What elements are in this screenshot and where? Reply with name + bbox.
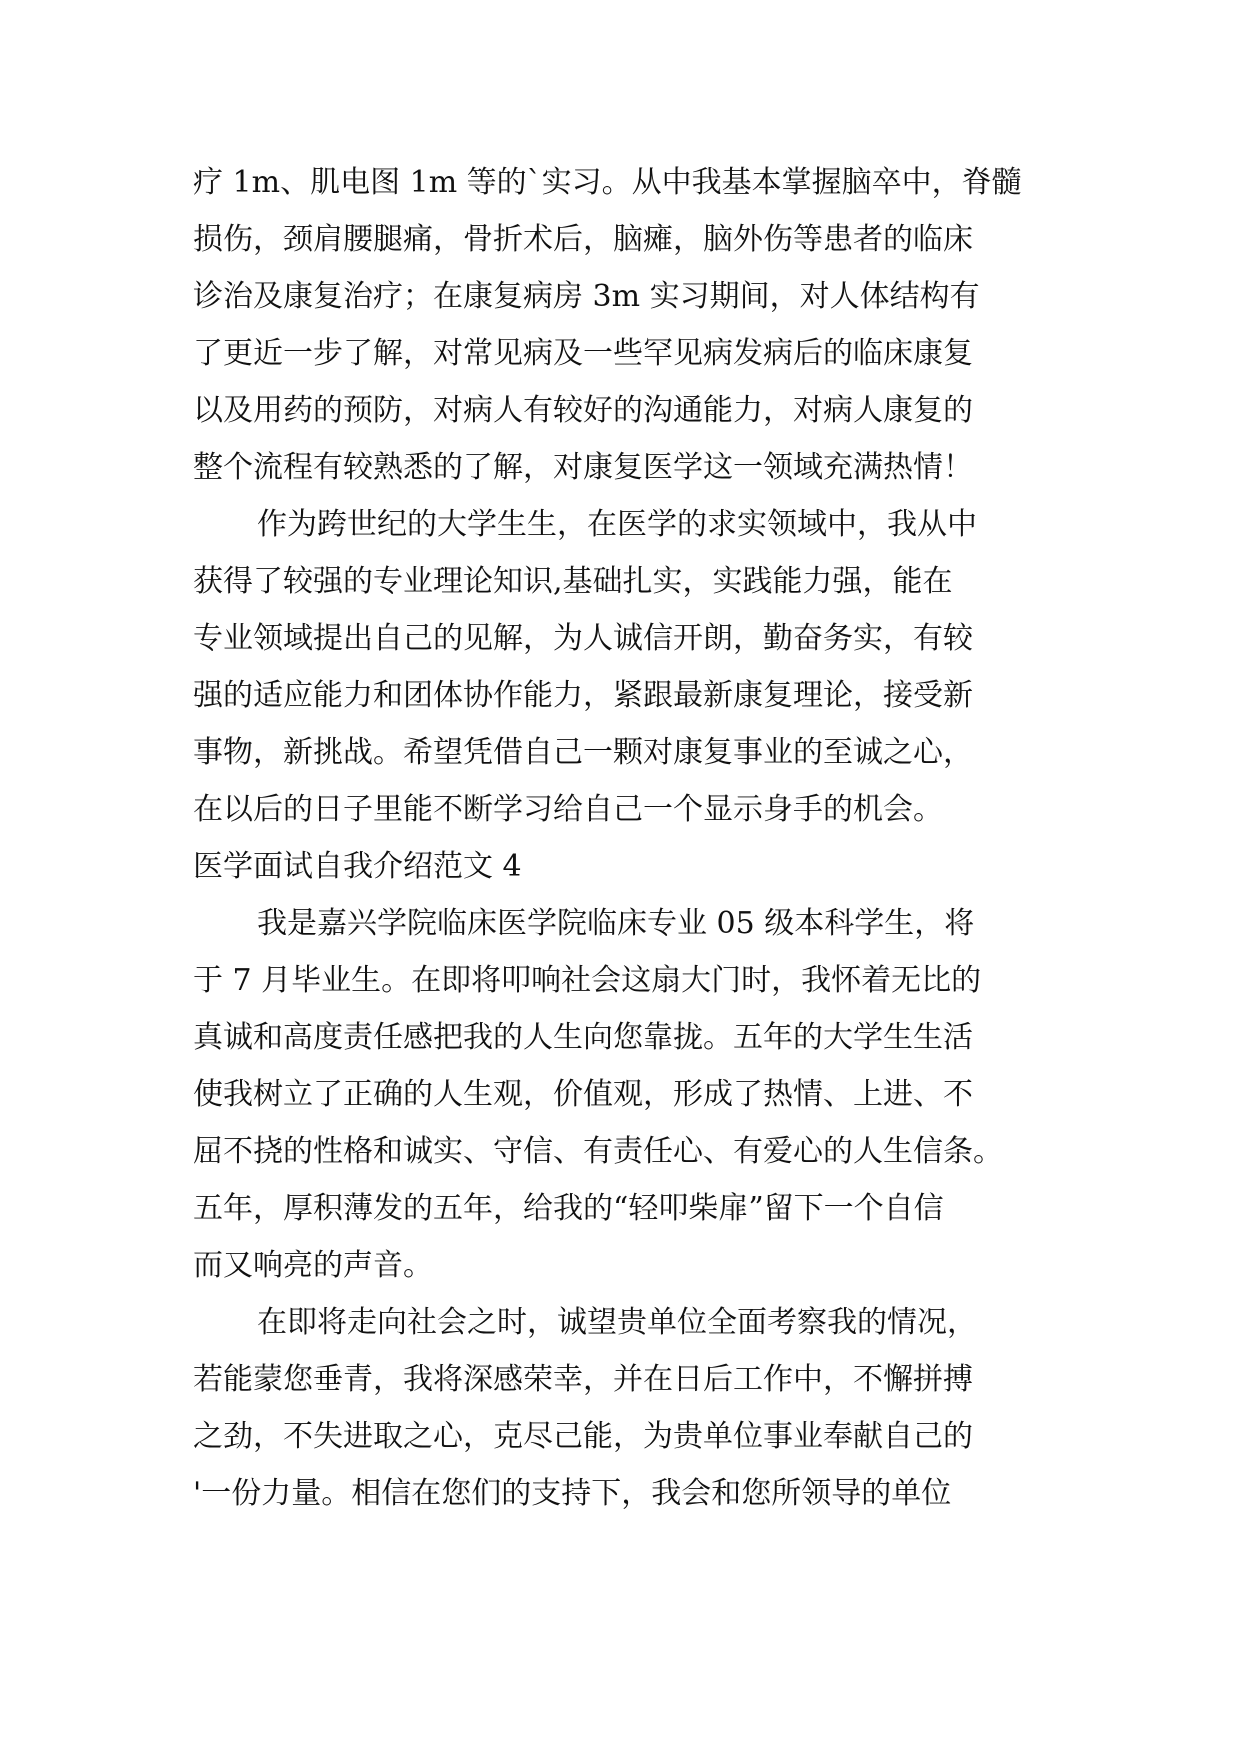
body-text-line: 了更近一步了解，对常见病及一些罕见病发病后的临床康复 <box>193 336 973 371</box>
body-text-line: '一份力量。相信在您们的支持下，我会和您所领导的单位 <box>193 1476 952 1511</box>
body-text-line: 事物，新挑战。希望凭借自己一颗对康复事业的至诚之心， <box>193 735 973 770</box>
body-text-line: 在以后的日子里能不断学习给自己一个显示身手的机会。 <box>193 792 943 827</box>
body-text-line: 疗 1m、肌电图 1m 等的`实习。从中我基本掌握脑卒中，脊髓 <box>193 165 1022 200</box>
paragraph-first-line: 我是嘉兴学院临床医学院临床专业 05 级本科学生，将 <box>257 906 975 941</box>
body-text-line: 真诚和高度责任感把我的人生向您靠拢。五年的大学生生活 <box>193 1020 973 1055</box>
body-text-line: 损伤，颈肩腰腿痛，骨折术后，脑瘫，脑外伤等患者的临床 <box>193 222 973 257</box>
paragraph-first-line: 作为跨世纪的大学生生，在医学的求实领域中，我从中 <box>257 507 977 542</box>
body-text-line: 使我树立了正确的人生观，价值观，形成了热情、上进、不 <box>193 1077 973 1112</box>
body-text-line: 强的适应能力和团体协作能力，紧跟最新康复理论，接受新 <box>193 678 973 713</box>
body-text-line: 以及用药的预防，对病人有较好的沟通能力，对病人康复的 <box>193 393 973 428</box>
body-text-line: 整个流程有较熟悉的了解，对康复医学这一领域充满热情！ <box>193 450 973 485</box>
body-text-line: 若能蒙您垂青，我将深感荣幸，并在日后工作中，不懈拼搏 <box>193 1362 973 1397</box>
body-text-line: 诊治及康复治疗；在康复病房 3m 实习期间，对人体结构有 <box>193 279 980 314</box>
body-text-line: 于 7 月毕业生。在即将叩响社会这扇大门时，我怀着无比的 <box>193 963 982 998</box>
section-heading: 医学面试自我介绍范文 4 <box>193 849 522 884</box>
body-text-line: 而又响亮的声音。 <box>193 1248 433 1283</box>
body-text-line: 屈不挠的性格和诚实、守信、有责任心、有爱心的人生信条。 <box>193 1134 1003 1169</box>
body-text-line: 专业领域提出自己的见解，为人诚信开朗，勤奋务实，有较 <box>193 621 973 656</box>
paragraph-first-line: 在即将走向社会之时，诚望贵单位全面考察我的情况， <box>257 1305 977 1340</box>
body-text-line: 五年，厚积薄发的五年，给我的“轻叩柴扉”留下一个自信 <box>193 1191 944 1226</box>
body-text-line: 获得了较强的专业理论知识,基础扎实，实践能力强，能在 <box>193 564 953 599</box>
body-text-line: 之劲，不失进取之心，克尽己能，为贵单位事业奉献自己的 <box>193 1419 973 1454</box>
